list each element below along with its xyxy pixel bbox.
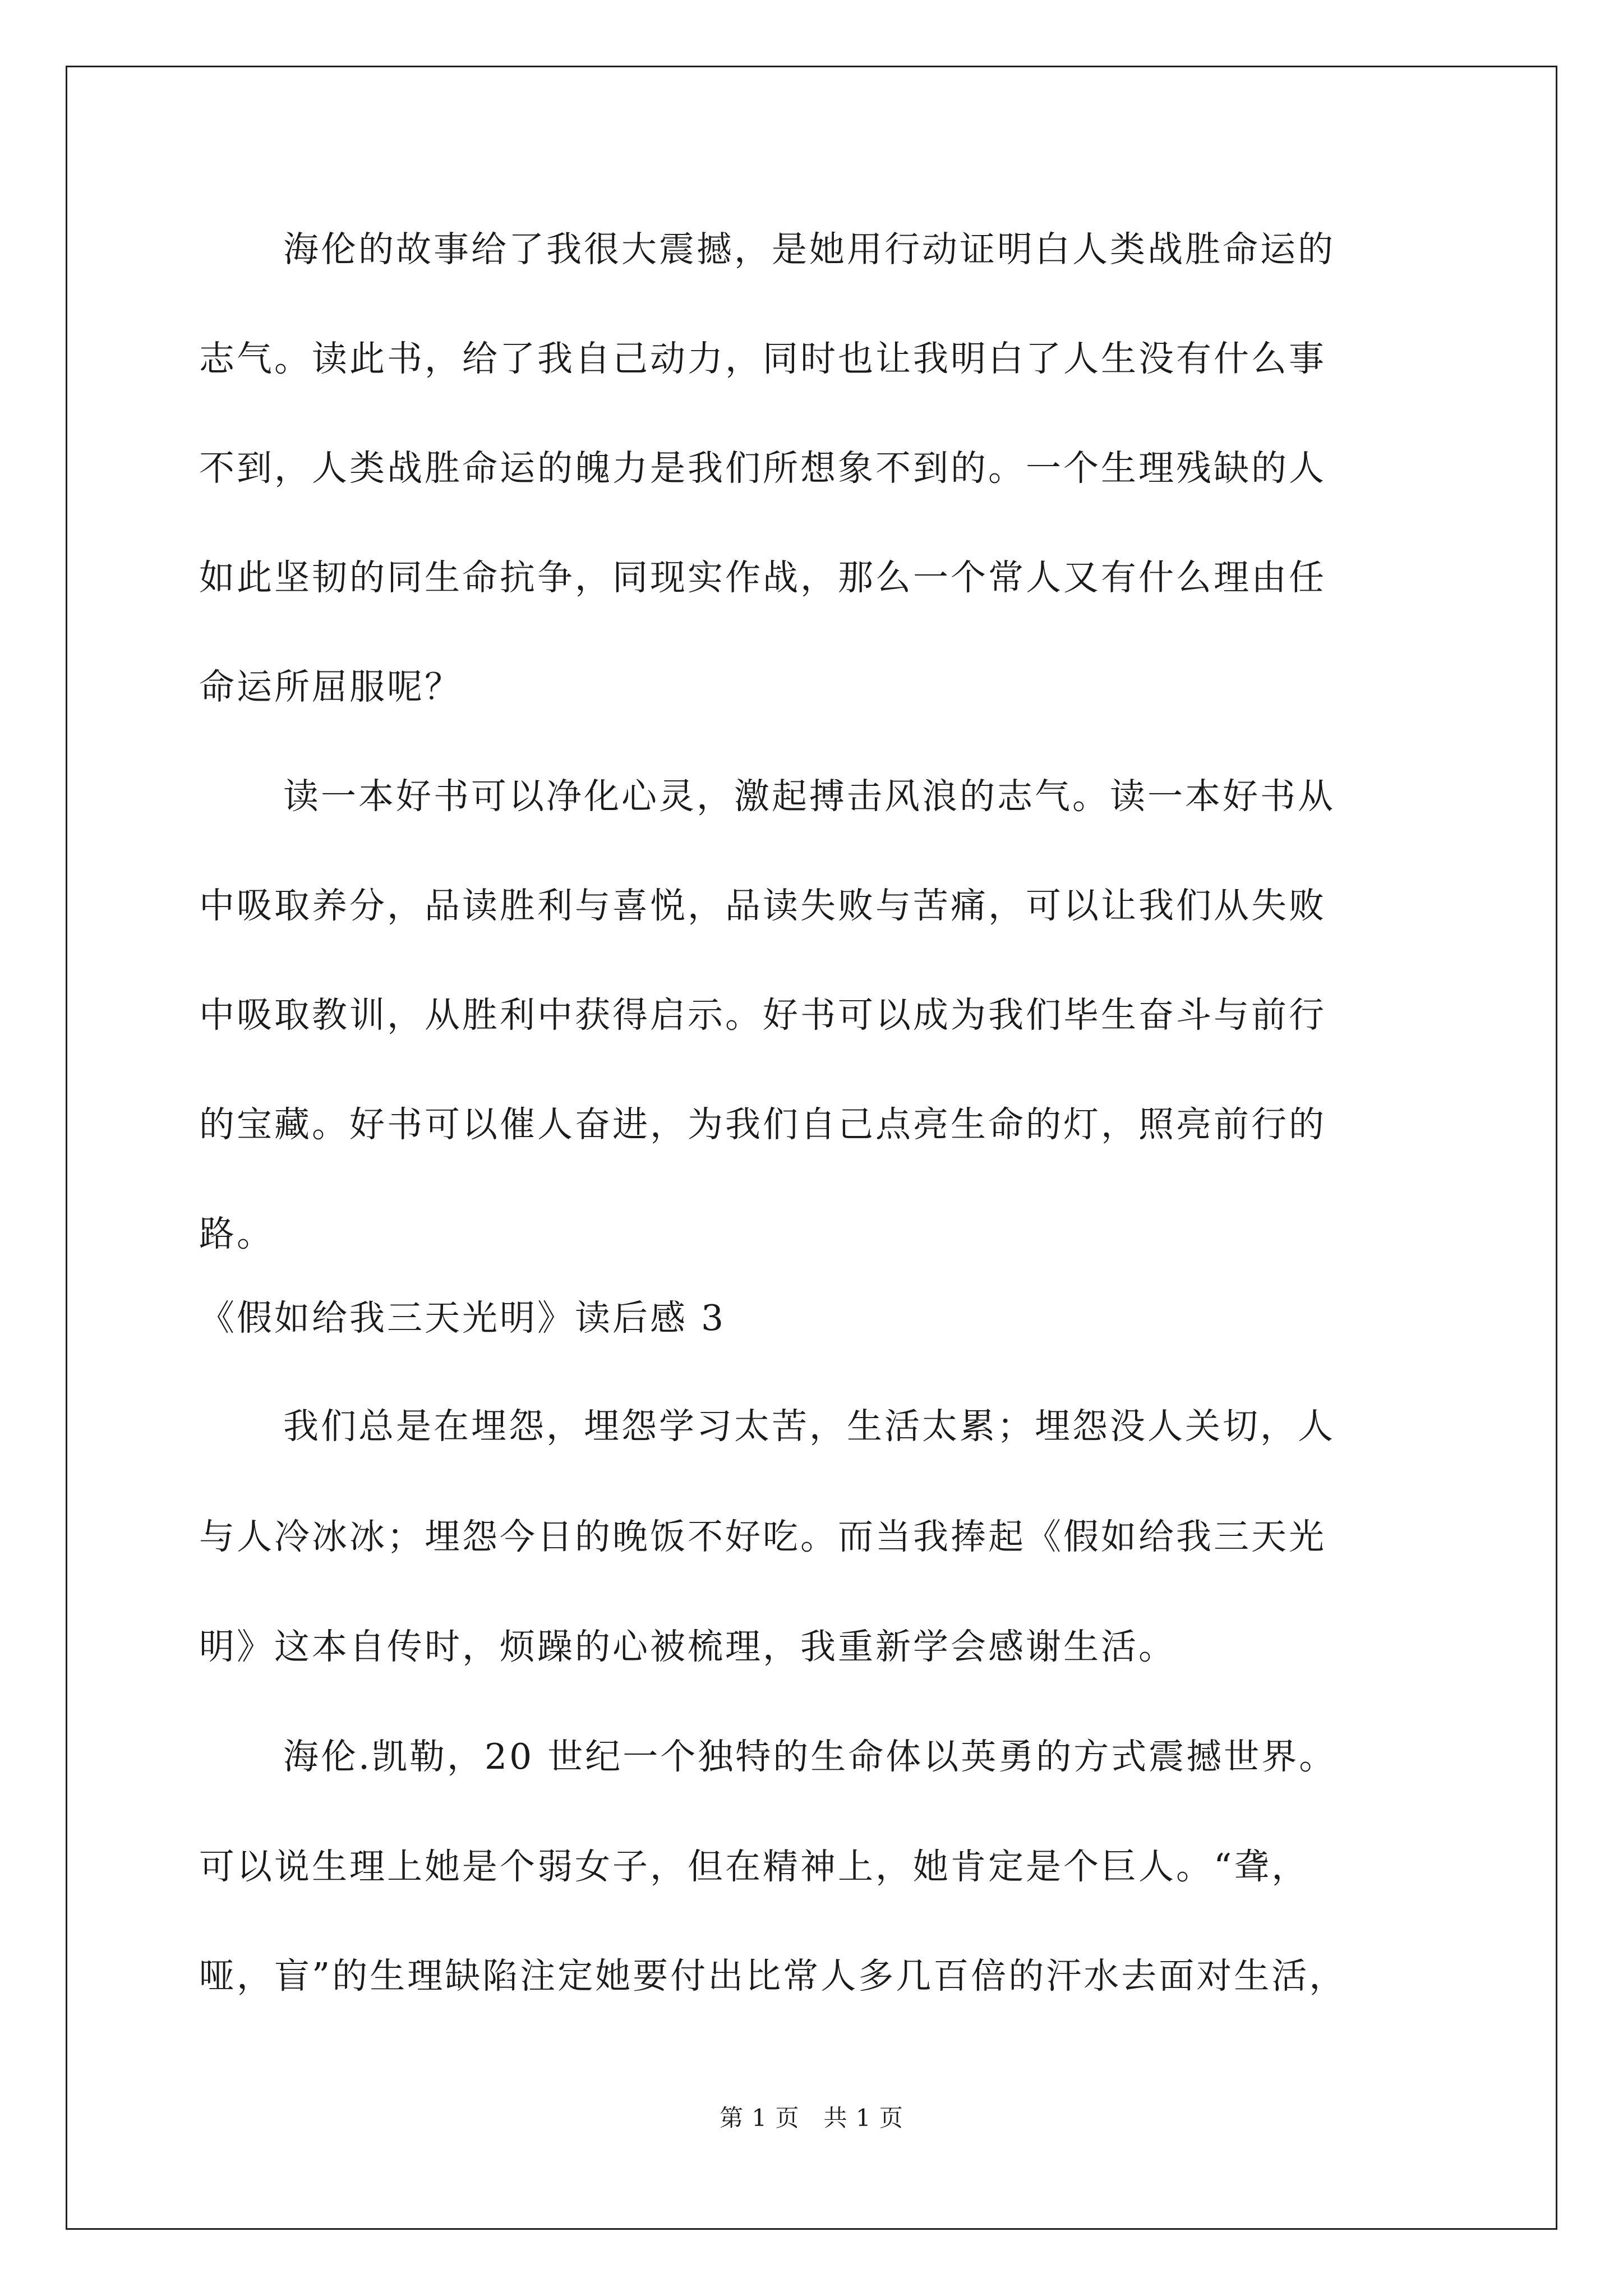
page-number-footer: 第 1 页 共 1 页 <box>720 2104 903 2132</box>
text-line: 海伦的故事给了我很大震撼，是她用行动证明白人类战胜命运的 <box>283 229 1335 270</box>
text-line: 海伦.凯勒，20 世纪一个独特的生命体以英勇的方式震撼世界。 <box>283 1736 1337 1777</box>
text-line: 可以说生理上她是个弱女子，但在精神上，她肯定是个巨人。“聋， <box>199 1846 1310 1887</box>
text-line: 不到，人类战胜命运的魄力是我们所想象不到的。一个生理残缺的人 <box>199 448 1326 489</box>
page-border <box>66 66 1557 2230</box>
text-line: 中吸取教训，从胜利中获得启示。好书可以成为我们毕生奋斗与前行 <box>199 995 1326 1036</box>
text-line: 明》这本自传时，烦躁的心被梳理，我重新学会感谢生活。 <box>199 1626 1176 1667</box>
text-line: 与人冷冰冰；埋怨今日的晚饭不好吃。而当我捧起《假如给我三天光 <box>199 1516 1326 1557</box>
text-line: 读一本好书可以净化心灵，激起搏击风浪的志气。读一本好书从 <box>283 776 1335 817</box>
text-line: 路。 <box>199 1213 274 1254</box>
section-title: 《假如给我三天光明》读后感 3 <box>199 1297 726 1338</box>
text-line: 如此坚韧的同生命抗争，同现实作战，那么一个常人又有什么理由任 <box>199 557 1326 598</box>
text-line: 的宝藏。好书可以催人奋进，为我们自己点亮生命的灯，照亮前行的 <box>199 1104 1326 1145</box>
text-line: 志气。读此书，给了我自己动力，同时也让我明白了人生没有什么事 <box>199 338 1326 379</box>
text-line: 哑，盲”的生理缺陷注定她要付出比常人多几百倍的汗水去面对生活， <box>199 1955 1347 1996</box>
text-line: 我们总是在埋怨，埋怨学习太苦，生活太累；埋怨没人关切，人 <box>283 1406 1335 1447</box>
text-line: 中吸取养分，品读胜利与喜悦，品读失败与苦痛，可以让我们从失败 <box>199 885 1326 926</box>
text-line: 命运所屈服呢？ <box>199 666 462 707</box>
